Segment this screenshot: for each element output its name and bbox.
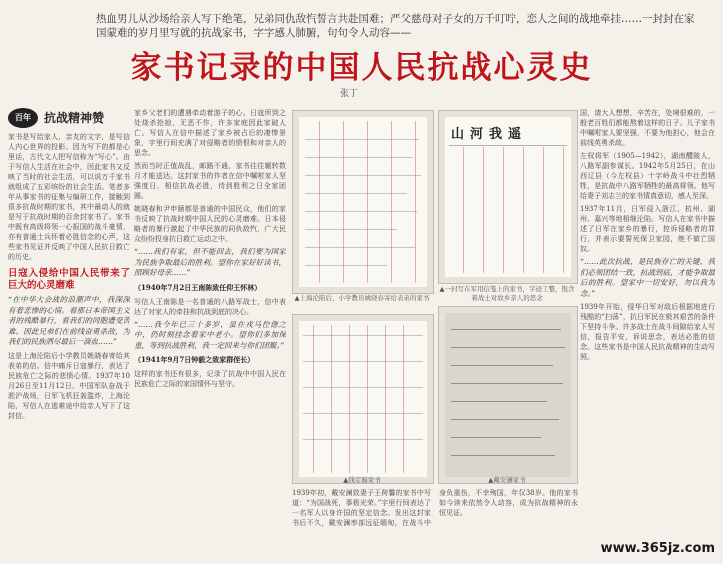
letter-quote: “在中华大会战的浪潮声中，我深深有着悲惨的心情。看那日本帝国主义者的残酷暴行，看我们的同胞遭受苦难。因此兄弟们在前线奋勇杀敌，为我们的民族洒尽最后一滴血……”: [8, 295, 130, 346]
letter-quote: “……我们有家，但不能回去，我们要为国家为民族争取最后的胜利。望你在家好好读书，照顾好母亲……”: [134, 247, 286, 277]
letter-paper: [445, 117, 571, 277]
intro-paragraph: 家书是写给家人、亲友的文字，是写信人内心世界的投影。因为写下的都是心里话，古代文人把写信称为“写心”。由于写信人生活在社会中，因此家书又反映了当时的社会生活，可以说万千家书就组成了五彩缤纷的社会生活。笔者多年从事家书的征集与编研工作，接触到很多抗战时期的家书，其中最动人的就是写于抗战时期的百余封家书了。家书中既有高级将领一心报国的战斗豪情，亦有普通士兵怀着必胜信念的心声，这些家书见证并反映了中国人民抗日救亡的历史。: [8, 133, 130, 261]
letter-paper: [299, 321, 427, 477]
column-logo: [8, 108, 130, 128]
logo-badge: 百年: [8, 108, 38, 128]
body-paragraph: 写信人王南陈是一名普通的八路军战士，信中表达了对家人的牵挂和抗战到底的决心。: [134, 297, 286, 316]
page-title: 家书记录的中国人民抗战心灵史: [130, 50, 593, 86]
author-byline: 张丁: [340, 89, 359, 99]
body-paragraph: 然而当时正值战乱，邮路不通，家书往往辗转数月才能送达。这封家书的作者在信中嘱咐家人坚强度日，相信抗战必胜，待到胜利之日全家团圆。: [134, 162, 286, 200]
section-subheading: 日寇入侵给中国人民带来了巨大的心灵磨难: [8, 268, 130, 291]
body-paragraph: 左权将军（1905—1942），湖南醴陵人，八路军副参谋长。1942年5月25日，在山西辽县（今左权县）十字岭战斗中壮烈牺牲，是抗战中八路军牺牲的最高将领。他写给妻子刘志兰的家书情真意切，感人至深。: [580, 152, 715, 200]
body-paragraph: 1939年初，戴安澜致妻子王荷馨的家书中写道：“为国战死，事极光荣。”字里行间表达了一名军人以身许国的坚定信念。发出这封家书后不久，戴安澜率部远征缅甸，在战斗中身负重伤，不幸殉国，年仅38岁。他的家书如今读来依然令人动容，成为抗战精神的永恒见证。: [292, 489, 578, 527]
site-watermark: www.365jz.com: [600, 541, 715, 556]
image-caption: ▲戴安澜家书: [488, 476, 526, 484]
column-logo-title: 抗战精神赞: [44, 111, 105, 125]
letter-signature: （1940年7月2日王南陈致任仰王怀林）: [134, 282, 262, 292]
lede-paragraph: 热血男儿从沙场给亲人写下绝笔，兄弟同仇敌忾誓言共赴国难；严父慈母对子女的万千叮咛，恋人之间的战地牵挂……一封封在家国蒙难的岁月里写就的抗战家书，字字感人肺腑，句句令人动容——: [96, 13, 695, 39]
letter-paper: [445, 313, 571, 477]
letter-image-2: [438, 110, 578, 284]
column-bottom-text: [292, 488, 578, 558]
letter-quote: “……此次抗战，是民族存亡的关键，我们必须团结一致，抗战到底，才能争取最后的胜利。望家中一切安好，勿以我为念。”: [580, 257, 715, 298]
body-paragraph: 这是上海沦陷后小学教员姚晓春寄给其表弟的信。信中痛斥日寇暴行，表达了民族危亡之际的悲愤心情。1937年10月26日至11月12日，中国军队奋战于淞沪战场，日军飞机狂轰滥炸，上海沦陷，写信人在逃难途中给亲人写下了这封信。: [8, 351, 130, 420]
image-caption: ▲钱定璇家书: [343, 476, 381, 484]
body-paragraph: 这样的家书还有很多，记录了抗战中中国人民在民族危亡之际的家国情怀与坚守。: [134, 370, 286, 388]
column-left: [8, 108, 130, 558]
body-paragraph: 姚晓春和尹申颐都是普通的中国民众，他们的家书反映了抗战时期中国人民的心灵磨难。日本侵略者的暴行激起了中华民族的同仇敌忾，广大民众纷纷投身抗日救亡运动之中。: [134, 205, 286, 243]
letter-image-4: [438, 306, 578, 484]
letter-image-1: [292, 110, 434, 294]
letter-signature: （1941年9月7日钟毅之致家群侄长）: [134, 355, 255, 364]
image-caption: ▲一封写在军用信笺上的家书，字迹工整，饱含着战士对故乡亲人的思念: [439, 285, 575, 302]
letter-paper: [299, 117, 427, 287]
body-paragraph: 1939年开始，侵华日军对敌后根据地进行残酷的“扫荡”，抗日军民在极其艰苦的条件下坚持斗争。许多战士在战斗间隙给家人写信，报告平安，诉说思念，表达必胜的信念。这些家书是中国人民抗战精神的生动写照。: [580, 303, 715, 361]
column-right: [580, 108, 715, 558]
letterhead-stamp: 山河我遥: [451, 127, 528, 142]
body-paragraph: 国，请大人想想，辛苦在，处境很难的，一般老百姓们都能熬着这样的日子。儿子家书中嘱咐家人要坚强，不要为他担心，他会在前线英勇杀敌。: [580, 109, 715, 147]
body-paragraph: 1937年11月，日军侵入浙江，杭州、湖州、嘉兴等地相继沦陷。写信人在家书中描述了日军在家乡的暴行，控诉侵略者的罪行，并表示要誓死保卫家园，绝不做亡国奴。: [580, 205, 715, 253]
column-middle-left: [134, 108, 286, 558]
letter-quote: “……我今年已三十多岁，虽在戎马倥偬之中，仍时刻挂念着家中老小。望你们多加保重，等到抗战胜利，我一定回来与你们团聚。”: [134, 319, 286, 350]
letter-image-3: [292, 314, 434, 484]
image-caption: ▲上海沦陷后，小学教员姚晓春寄给表弟的家书: [294, 294, 430, 302]
body-paragraph: 家乡父老们的遭遇牵动着游子的心。日寇所到之处烧杀抢掠，无恶不作，许多家庭因此家破人亡。写信人在信中描述了家乡被占后的凄惨景象，字里行间充满了对侵略者的愤恨和对亲人的思念。: [134, 109, 286, 157]
